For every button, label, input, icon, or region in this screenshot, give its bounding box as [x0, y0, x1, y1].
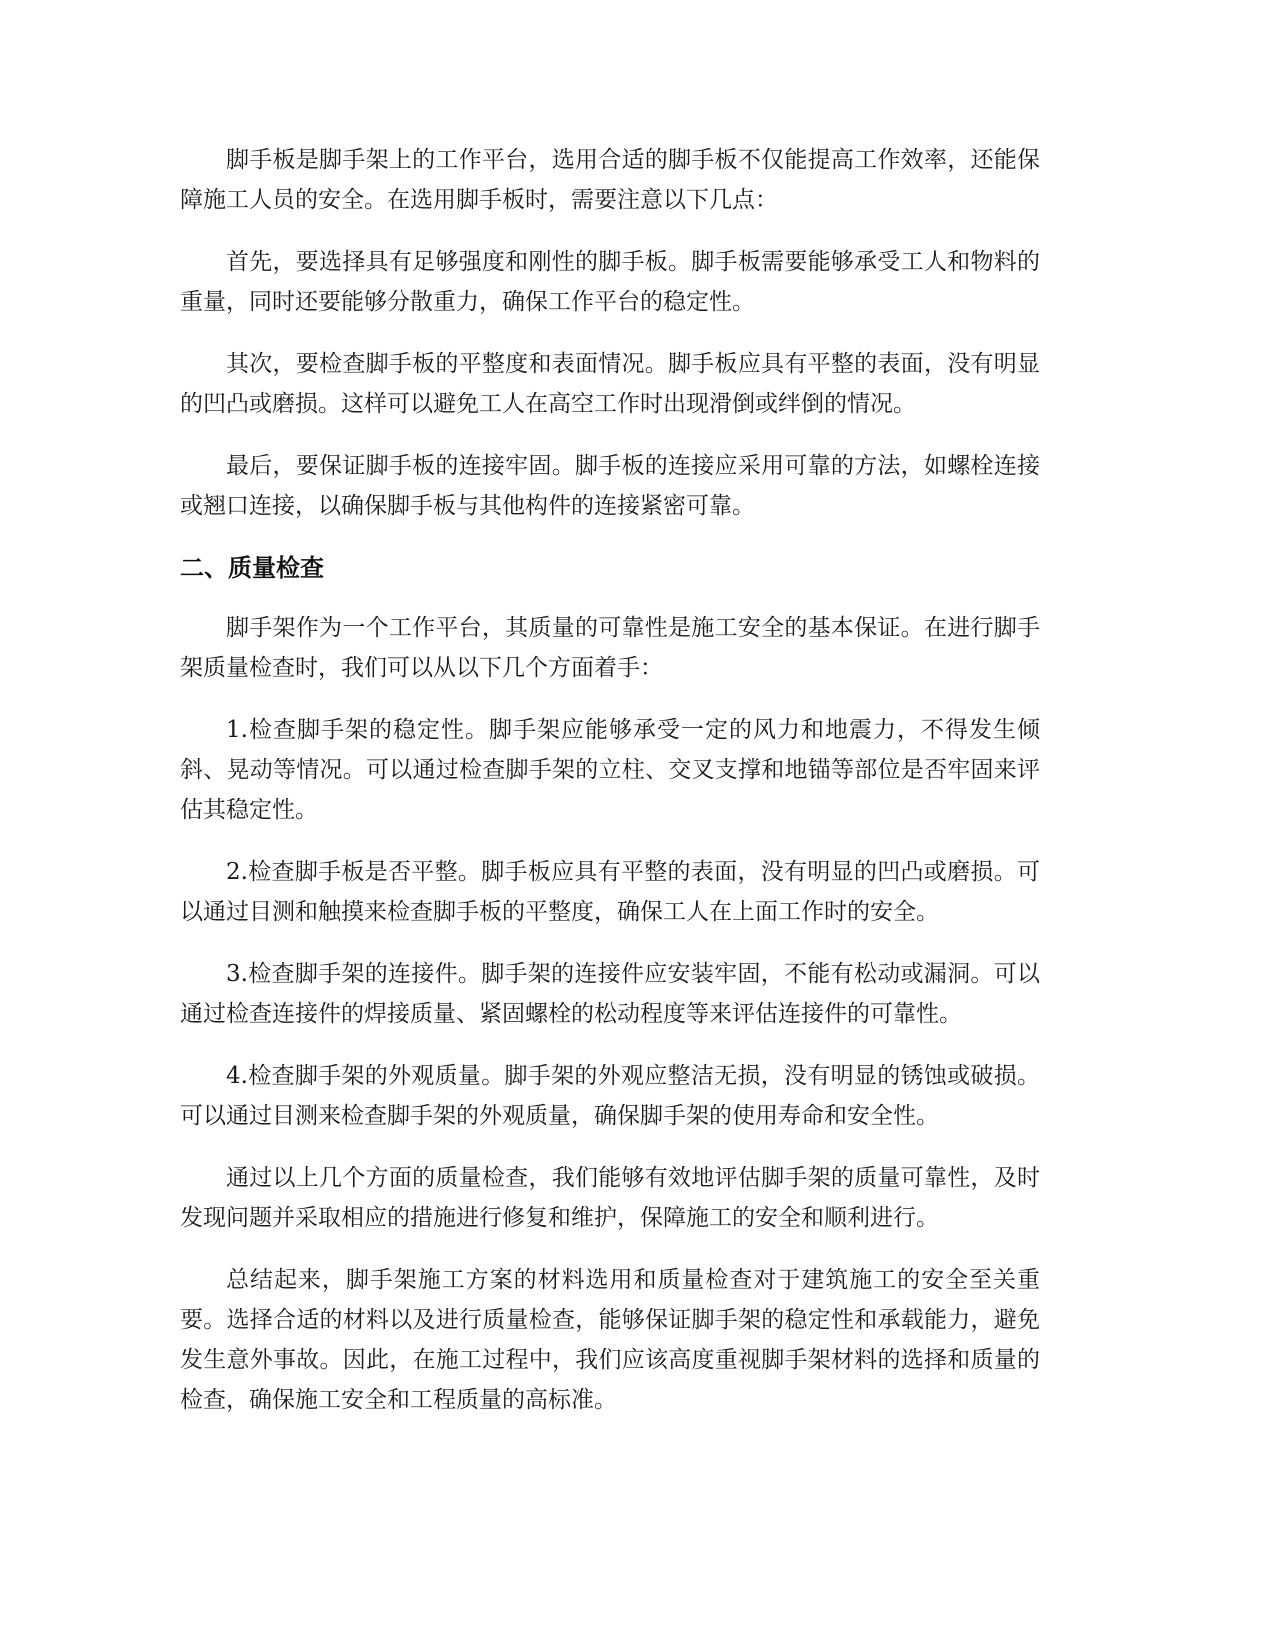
- document-body: [180, 140, 1040, 1442]
- paragraph-scaffold-board-intro: 脚手板是脚手架上的工作平台，选用合适的脚手板不仅能提高工作效率，还能保障施工人员的安全。在选用脚手板时，需要注意以下几点：: [180, 147, 1040, 213]
- section-heading-quality-inspection: 二、质量检查: [180, 554, 324, 582]
- paragraph-quality-intro: 脚手架作为一个工作平台，其质量的可靠性是施工安全的基本保证。在进行脚手架质量检查时，我们可以从以下几个方面着手：: [180, 615, 1040, 681]
- paragraph-check-appearance: 4.检查脚手架的外观质量。脚手架的外观应整洁无损，没有明显的锈蚀或破损。可以通过目测来检查脚手架的外观质量，确保脚手架的使用寿命和安全性。: [180, 1063, 1040, 1129]
- paragraph-board-connection: 最后，要保证脚手板的连接牢固。脚手板的连接应采用可靠的方法，如螺栓连接或翘口连接，以确保脚手板与其他构件的连接紧密可靠。: [180, 453, 1040, 519]
- paragraph-check-board-flatness: 2.检查脚手板是否平整。脚手板应具有平整的表面，没有明显的凹凸或磨损。可以通过目测和触摸来检查脚手板的平整度，确保工人在上面工作时的安全。: [180, 859, 1040, 925]
- paragraph-conclusion: 总结起来，脚手架施工方案的材料选用和质量检查对于建筑施工的安全至关重要。选择合适的材料以及进行质量检查，能够保证脚手架的稳定性和承载能力，避免发生意外事故。因此，在施工过程中，我们应该高度重视脚手架材料的选择和质量的检查，确保施工安全和工程质量的高标准。: [180, 1267, 1040, 1413]
- paragraph-check-connectors: 3.检查脚手架的连接件。脚手架的连接件应安装牢固，不能有松动或漏洞。可以通过检查连接件的焊接质量、紧固螺栓的松动程度等来评估连接件的可靠性。: [180, 961, 1040, 1027]
- paragraph-board-flatness: 其次，要检查脚手板的平整度和表面情况。脚手板应具有平整的表面，没有明显的凹凸或磨损。这样可以避免工人在高空工作时出现滑倒或绊倒的情况。: [180, 351, 1040, 417]
- paragraph-inspection-summary: 通过以上几个方面的质量检查，我们能够有效地评估脚手架的质量可靠性，及时发现问题并采取相应的措施进行修复和维护，保障施工的安全和顺利进行。: [180, 1165, 1040, 1231]
- paragraph-check-stability: 1.检查脚手架的稳定性。脚手架应能够承受一定的风力和地震力，不得发生倾斜、晃动等情况。可以通过检查脚手架的立柱、交叉支撑和地锚等部位是否牢固来评估其稳定性。: [180, 717, 1040, 823]
- paragraph-board-strength: 首先，要选择具有足够强度和刚性的脚手板。脚手板需要能够承受工人和物料的重量，同时还要能够分散重力，确保工作平台的稳定性。: [180, 249, 1040, 315]
